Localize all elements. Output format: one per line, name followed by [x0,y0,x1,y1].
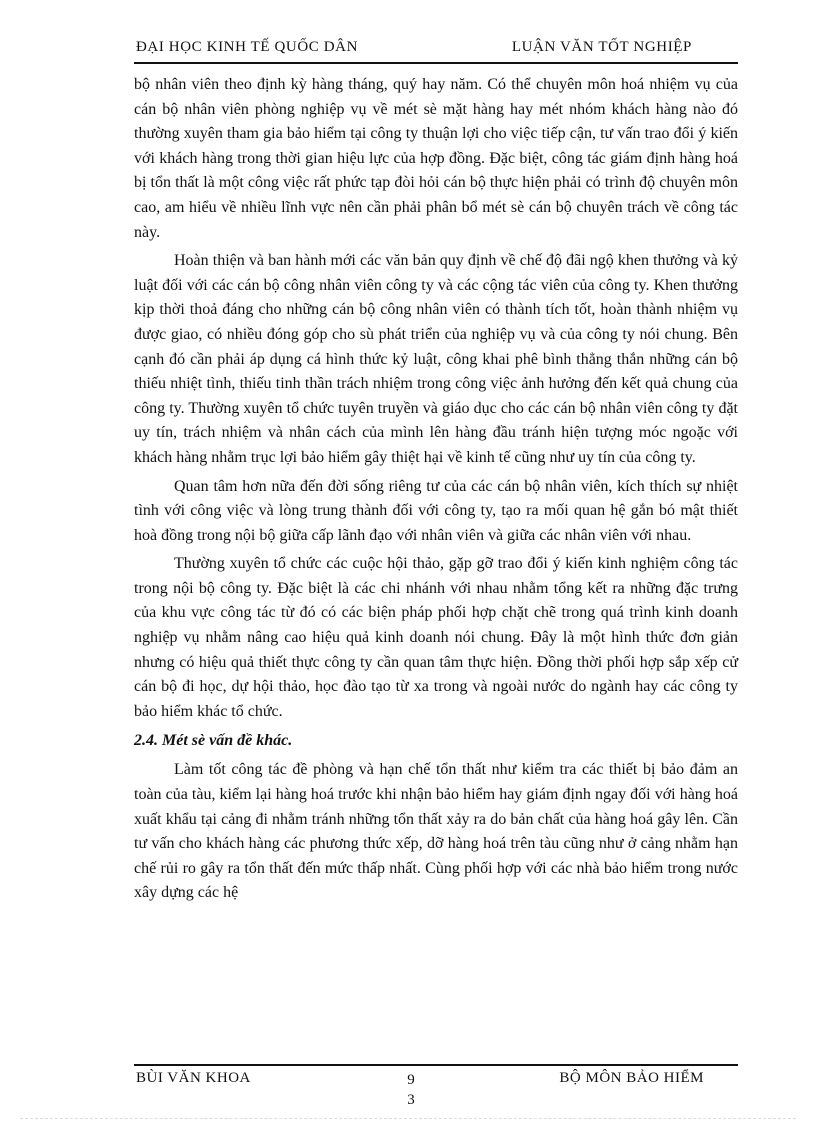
paragraph-rewards: Hoàn thiện và ban hành mới các văn bản quy định về chế độ đãi ngộ khen thưởng và kỷ luật đối với các cán bộ công nhân viên công ty và các cộng tác viên của công ty. Khen thưởng kịp thời thoả đáng cho những cán bộ công nhân viên có thành tích tốt, hoàn thành nhiệm vụ được giao, có nhiều đóng góp cho sù phát triển của nghiệp vụ và của công ty nói chung. Bên cạnh đó cần phải áp dụng cá hình thức kỷ luật, công khai phê bình thẳng thắn những cán bộ thiếu nhiệt tình, thiếu tinh thần trách nhiệm trong công việc ảnh hưởng đến kết quả chung của công ty. Thường xuyên tổ chức tuyên truyền và giáo dục cho các cán bộ nhân viên công ty đặt uy tín, trách nhiệm và nhân cách của mình lên hàng đầu tránh hiện tượng móc ngoặc với khách hàng nhằm trục lợi bảo hiểm gây thiệt hại về kinh tế cũng như uy tín của công ty. [134,252,738,466]
paragraph-loss-prevention: Làm tốt công tác đề phòng và hạn chế tổn thất như kiểm tra các thiết bị bảo đảm an toàn của tàu, kiểm lại hàng hoá trước khi nhận bảo hiểm hay giám định ngay đối với hàng hoá xuất khẩu tại cảng đi nhằm tránh những tổn thất xảy ra do bản chất của hàng hoá gây lên. Cần tư vấn cho khách hàng các phương thức xếp, dỡ hàng hoá trên tàu cũng như ở cảng nhằm hạn chế rủi ro gây ra tổn thất đến mức thấp nhất. Cùng phối hợp với các nhà bảo hiểm trong nước xây dựng các hệ [134,761,738,902]
page-number-line2: 3 [407,1092,415,1108]
page-bottom-divider [20,1118,796,1119]
footer-department: BỘ MÔN BẢO HIỂM [559,1070,704,1086]
paragraph-staff-care: Quan tâm hơn nữa đến đời sống riêng tư của các cán bộ nhân viên, kích thích sự nhiệt tình với công việc và lòng trung thành đối với công ty, tạo ra mối quan hệ gắn bó mật thiết hoà đồng trong nội bộ giữa cấp lãnh đạo với nhân viên và giữa các nhân viên với nhau. [134,477,738,544]
footer-author: BÙI VĂN KHOA [136,1070,251,1086]
page-body [134,73,738,910]
page-number [404,1070,418,1110]
page-footer [134,1064,738,1116]
header-thesis-title: LUẬN VĂN TỐT NGHIỆP [511,39,692,55]
page-header [134,36,738,64]
page-number-line1: 9 [407,1072,415,1088]
section-heading: 2.4. Mét sè vấn đề khác. [134,732,293,750]
header-university: ĐẠI HỌC KINH TẾ QUỐC DÂN [136,39,359,55]
paragraph-continuation: bộ nhân viên theo định kỳ hàng tháng, quý hay năm. Có thể chuyên môn hoá nhiệm vụ của cán bộ nhân viên phòng nghiệp vụ về mét sè mặt hàng hay mét nhóm khách hàng nào đó thường xuyên tham gia bảo hiểm tại công ty thuận lợi cho việc tiếp cận, tư vấn trao đổi ý kiến với khách hàng trong thời gian hiệu lực của hợp đồng. Đặc biệt, công tác giám định hàng hoá bị tổn thất là một công việc rất phức tạp đòi hỏi cán bộ thực hiện phải có trình độ chuyên môn cao, am hiểu về nhiều lĩnh vực nên cần phải phân bổ mét sè cán bộ chuyên trách về công tác này. [134,76,738,241]
paragraph-workshops: Thường xuyên tổ chức các cuộc hội thảo, gặp gỡ trao đổi ý kiến kinh nghiệm công tác trong nội bộ công ty. Đặc biệt là các chi nhánh với nhau nhằm tổng kết ra những đặc trưng của khu vực công tác từ đó có các biện pháp phối hợp chặt chẽ trong quá trình kinh doanh nghiệp vụ nhằm nâng cao hiệu quả kinh doanh nói chung. Đây là một hình thức đơn giản nhưng có hiệu quả thiết thực công ty cần quan tâm thực hiện. Đồng thời phối hợp sắp xếp cử cán bộ đi học, dự hội thảo, học đào tạo từ xa trong và ngoài nước do ngành hay các công ty bảo hiểm khác tổ chức. [134,555,738,720]
